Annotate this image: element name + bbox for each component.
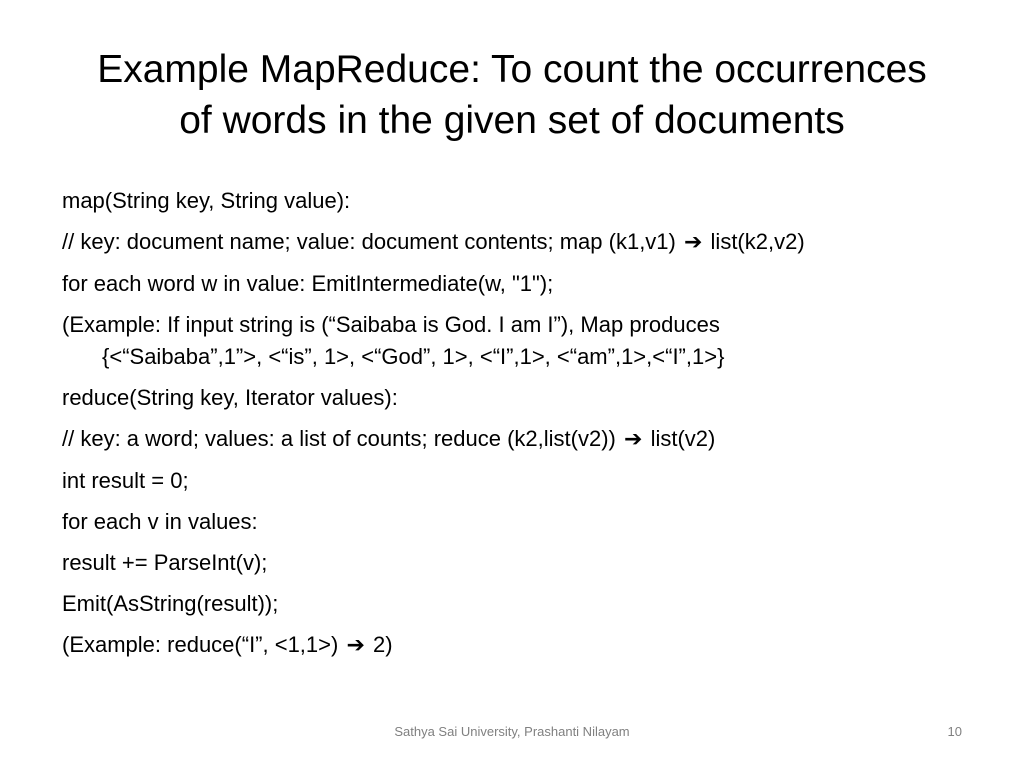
map-loop-line: for each word w in value: EmitIntermediate(w, "1"); <box>62 271 554 296</box>
reduce-example-line: (Example: reduce(“I”, <1,1>) ➔ 2) <box>62 628 992 663</box>
map-example-line: (Example: If input string is (“Saibaba is God. I am I”), Map produces <box>62 312 720 337</box>
map-example-output-line: {<“Saibaba”,1”>, <“is”, 1>, <“God”, 1>, <“I”,1>, <“am”,1>,<“I”,1>} <box>102 344 725 369</box>
reduce-emit-line: Emit(AsString(result)); <box>62 591 279 616</box>
reduce-loop-line: for each v in values: <box>62 509 258 534</box>
map-signature-line: map(String key, String value): <box>62 188 351 213</box>
slide-body <box>62 184 992 670</box>
reduce-comment-line: // key: a word; values: a list of counts; reduce (k2,list(v2)) ➔ list(v2) <box>62 422 992 457</box>
right-arrow-icon: ➔ <box>624 427 643 452</box>
right-arrow-icon: ➔ <box>346 633 365 658</box>
page-number: 10 <box>947 724 962 739</box>
title-line-2: of words in the given set of documents <box>179 99 845 142</box>
slide-title <box>40 44 984 146</box>
right-arrow-icon: ➔ <box>683 230 703 255</box>
reduce-accumulate-line: result += ParseInt(v); <box>62 550 268 575</box>
footer-text: Sathya Sai University, Prashanti Nilayam <box>394 724 630 739</box>
reduce-init-line: int result = 0; <box>62 468 189 493</box>
reduce-signature-line: reduce(String key, Iterator values): <box>62 385 398 410</box>
map-comment-line: // key: document name; value: document contents; map (k1,v1) ➔ list(k2,v2) <box>62 225 992 260</box>
title-line-1: Example MapReduce: To count the occurrences <box>97 48 927 91</box>
